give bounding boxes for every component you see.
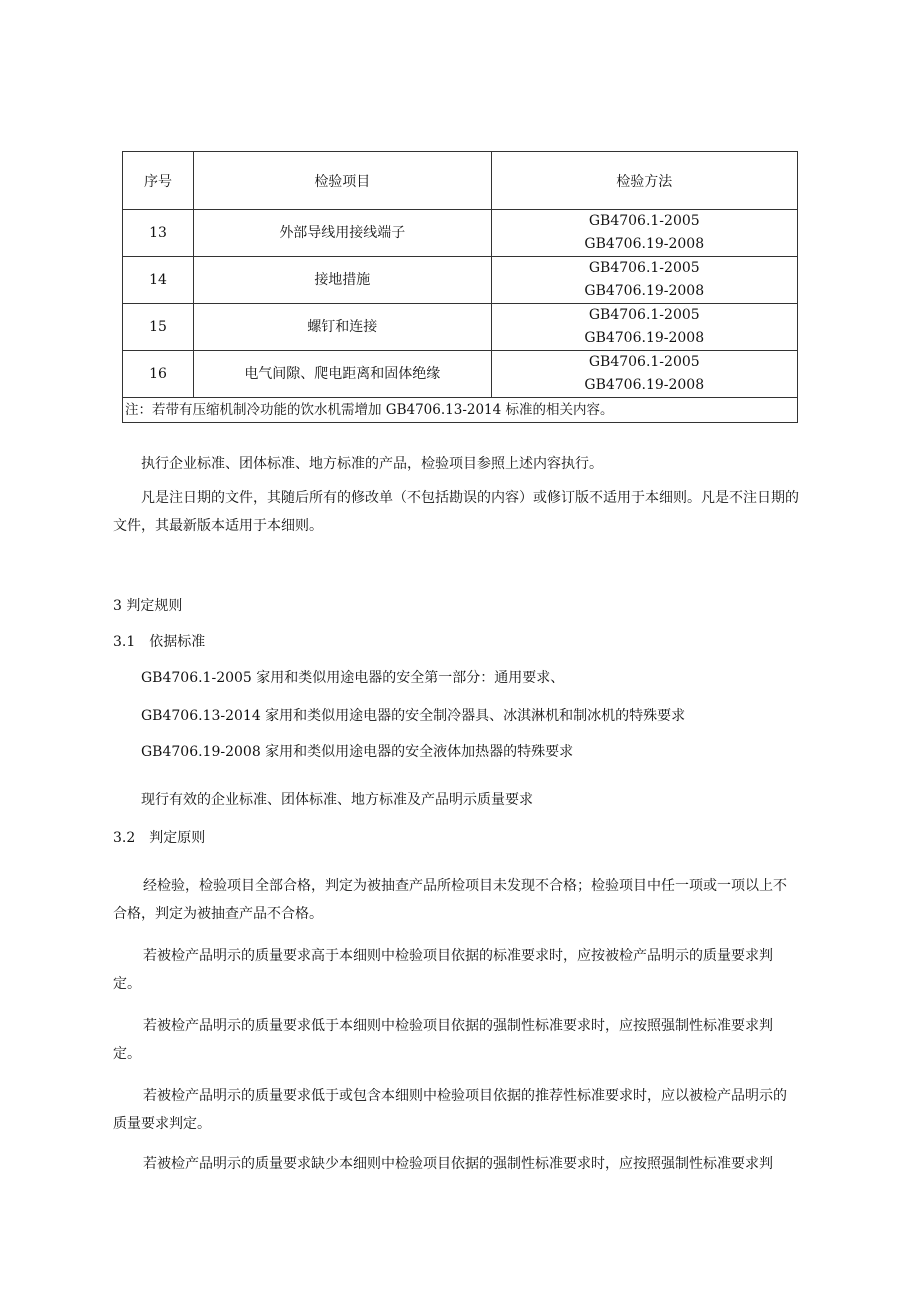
rule-paragraph: 经检验，检验项目全部合格，判定为被抽查产品所检项目未发现不合格；检验项目中任一项或一项以上不合格，判定为被抽查产品不合格。 <box>113 878 787 922</box>
standard-item: 现行有效的企业标准、团体标准、地方标准及产品明示质量要求 <box>141 792 533 808</box>
paragraph-dated-docs: 凡是注日期的文件，其随后所有的修改单（不包括勘误的内容）或修订版不适用于本细则。凡是不注日期的文件，其最新版本适用于本细则。 <box>113 490 799 534</box>
section-heading-3: 3 判定规则 <box>113 598 183 614</box>
row-method <box>491 210 797 257</box>
standard-item: GB4706.13-2014 家用和类似用途电器的安全制冷器具、冰淇淋机和制冰机的特殊要求 <box>141 708 686 724</box>
rule-paragraph: 若被检产品明示的质量要求缺少本细则中检验项目依据的强制性标准要求时，应按照强制性标准要求判 <box>143 1156 773 1172</box>
inspection-table <box>122 151 798 423</box>
row-method <box>491 304 797 351</box>
table-header-row <box>123 152 798 210</box>
method-line: GB4706.1-2005 <box>588 354 700 370</box>
header-seq: 序号 <box>123 152 194 210</box>
row-seq: 13 <box>123 210 194 257</box>
header-item: 检验项目 <box>194 152 491 210</box>
method-line: GB4706.19-2008 <box>584 283 705 299</box>
row-seq: 16 <box>123 351 194 398</box>
method-line: GB4706.19-2008 <box>584 377 705 393</box>
standard-item: GB4706.19-2008 家用和类似用途电器的安全液体加热器的特殊要求 <box>141 744 574 760</box>
table-row <box>123 304 798 351</box>
method-line: GB4706.1-2005 <box>588 307 700 323</box>
section-heading-3-2: 3.2 判定原则 <box>113 830 206 846</box>
section-heading-3-1: 3.1 依据标准 <box>113 634 206 650</box>
row-seq: 14 <box>123 257 194 304</box>
rule-paragraph: 若被检产品明示的质量要求低于或包含本细则中检验项目依据的推荐性标准要求时，应以被检产品明示的质量要求判定。 <box>113 1088 787 1132</box>
paragraph-scope: 执行企业标准、团体标准、地方标准的产品，检验项目参照上述内容执行。 <box>141 456 603 472</box>
method-line: GB4706.19-2008 <box>584 330 705 346</box>
method-line: GB4706.19-2008 <box>584 236 705 252</box>
table-row <box>123 351 798 398</box>
row-method <box>491 257 797 304</box>
row-item: 螺钉和连接 <box>194 304 491 351</box>
method-line: GB4706.1-2005 <box>588 260 700 276</box>
row-item: 电气间隙、爬电距离和固体绝缘 <box>194 351 491 398</box>
standard-item: GB4706.1-2005 家用和类似用途电器的安全第一部分：通用要求、 <box>141 670 565 686</box>
rule-paragraph: 若被检产品明示的质量要求低于本细则中检验项目依据的强制性标准要求时，应按照强制性标准要求判定。 <box>113 1018 773 1062</box>
row-item: 接地措施 <box>194 257 491 304</box>
method-line: GB4706.1-2005 <box>588 213 700 229</box>
table-row <box>123 210 798 257</box>
table-row <box>123 257 798 304</box>
row-method <box>491 351 797 398</box>
rule-paragraph: 若被检产品明示的质量要求高于本细则中检验项目依据的标准要求时，应按被检产品明示的质量要求判定。 <box>113 948 773 992</box>
header-method: 检验方法 <box>491 152 797 210</box>
table-note-row <box>123 398 798 423</box>
table-note: 注：若带有压缩机制冷功能的饮水机需增加 GB4706.13-2014 标准的相关内容。 <box>123 398 798 423</box>
row-item: 外部导线用接线端子 <box>194 210 491 257</box>
row-seq: 15 <box>123 304 194 351</box>
